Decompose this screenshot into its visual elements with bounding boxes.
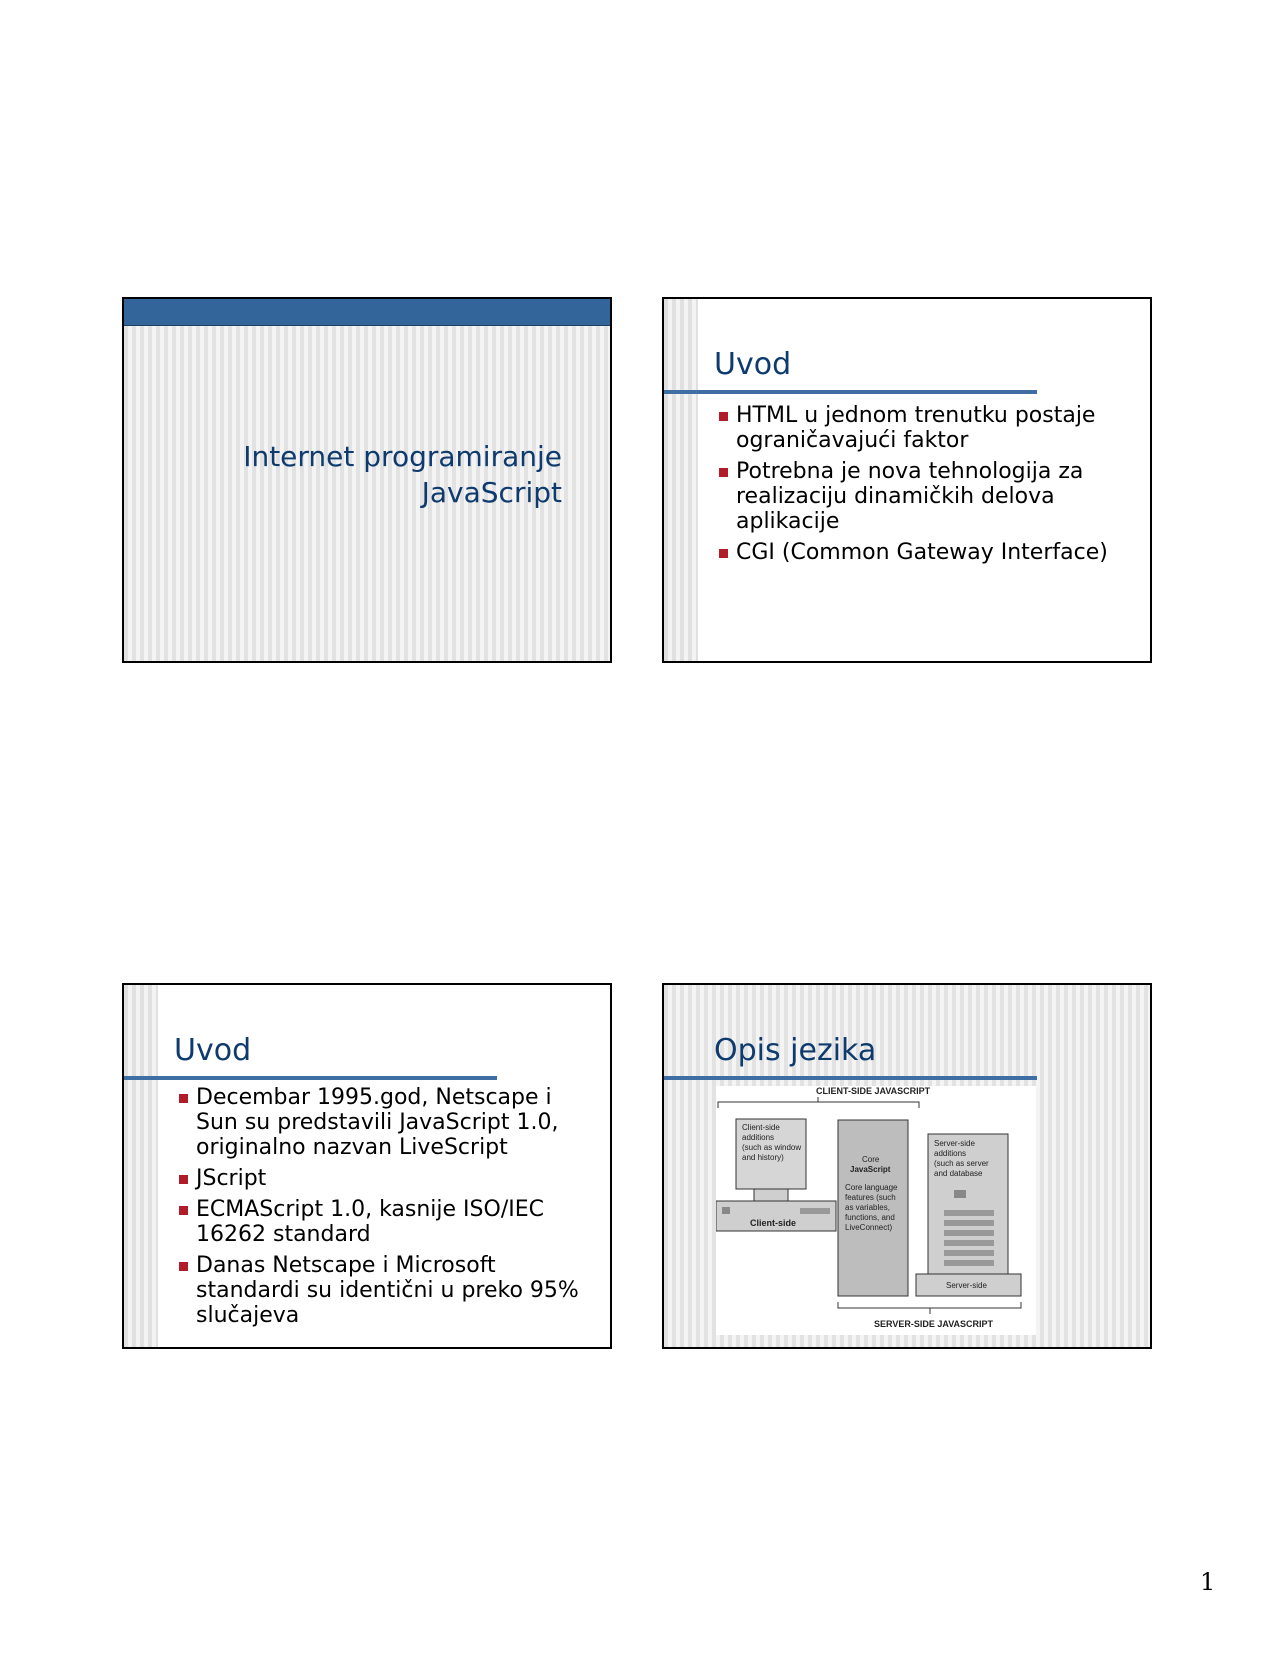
- slide-heading: Uvod: [714, 347, 792, 382]
- bullet-square-icon: [719, 468, 728, 477]
- bullet-square-icon: [179, 1262, 188, 1271]
- bullet-item: Potrebna je nova tehnologija za realizaciju dinamičkih delova aplikacije: [718, 459, 1134, 534]
- server-vent: [944, 1220, 994, 1226]
- server-bracket: [838, 1302, 1021, 1314]
- javascript-architecture-diagram: [716, 1086, 1036, 1335]
- core-title: Core JavaScript: [850, 1155, 891, 1174]
- slide-header-bar: [124, 299, 610, 326]
- server-additions-text: Server-side additions (such as server and database: [934, 1139, 989, 1178]
- slide-uvod-1: [662, 297, 1152, 663]
- title-line-1: Internet programiranje: [243, 440, 562, 473]
- slide-side-stripe: [664, 299, 698, 661]
- slide-heading: Opis jezika: [714, 1033, 877, 1068]
- bullet-item: Decembar 1995.god, Netscape i Sun su predstavili JavaScript 1.0, originalno nazvan LiveScript: [178, 1085, 594, 1160]
- slide-title-text: [243, 439, 562, 511]
- diagram-svg: [716, 1086, 1036, 1335]
- client-side-label: CLIENT-SIDE JAVASCRIPT: [816, 1086, 931, 1096]
- bullet-square-icon: [179, 1206, 188, 1215]
- client-bracket: [718, 1097, 919, 1108]
- server-vent: [944, 1250, 994, 1256]
- bullet-item: Danas Netscape i Microsoft standardi su identični u preko 95% slučajeva: [178, 1253, 594, 1328]
- client-additions-text: Client-side additions (such as window and history): [742, 1123, 802, 1162]
- title-line-2: JavaScript: [421, 476, 562, 509]
- server-vent: [944, 1210, 994, 1216]
- server-side-label: SERVER-SIDE JAVASCRIPT: [874, 1319, 994, 1329]
- slide-side-stripe: [124, 985, 158, 1347]
- client-caption: Client-side: [750, 1218, 797, 1228]
- heading-rule: [664, 1076, 1037, 1080]
- bullet-item: HTML u jednom trenutku postaje ograničavajući faktor: [718, 403, 1134, 453]
- bullet-item: JScript: [178, 1166, 594, 1191]
- bullet-square-icon: [179, 1094, 188, 1103]
- slide-opis-jezika: [662, 983, 1152, 1349]
- server-vent: [944, 1240, 994, 1246]
- client-monitor-stand: [754, 1189, 788, 1201]
- heading-rule: [664, 390, 1037, 394]
- server-vent: [944, 1260, 994, 1266]
- bullet-item: ECMAScript 1.0, kasnije ISO/IEC 16262 standard: [178, 1197, 594, 1247]
- client-slot-icon: [800, 1208, 830, 1214]
- server-caption: Server-side: [946, 1281, 987, 1290]
- server-vent: [944, 1230, 994, 1236]
- client-drive-icon: [722, 1207, 730, 1214]
- bullet-list: [178, 1085, 594, 1334]
- slide-uvod-2: [122, 983, 612, 1349]
- bullet-square-icon: [719, 412, 728, 421]
- page-number: 1: [1200, 1568, 1216, 1596]
- slide-title: [122, 297, 612, 663]
- bullet-item: CGI (Common Gateway Interface): [718, 540, 1134, 565]
- bullet-square-icon: [719, 549, 728, 558]
- slide-heading: Uvod: [174, 1033, 252, 1068]
- bullet-list: [718, 403, 1134, 571]
- core-text: Core language features (such as variables, functions, and LiveConnect): [845, 1183, 898, 1232]
- heading-rule: [124, 1076, 497, 1080]
- server-light-icon: [954, 1190, 966, 1198]
- bullet-square-icon: [179, 1175, 188, 1184]
